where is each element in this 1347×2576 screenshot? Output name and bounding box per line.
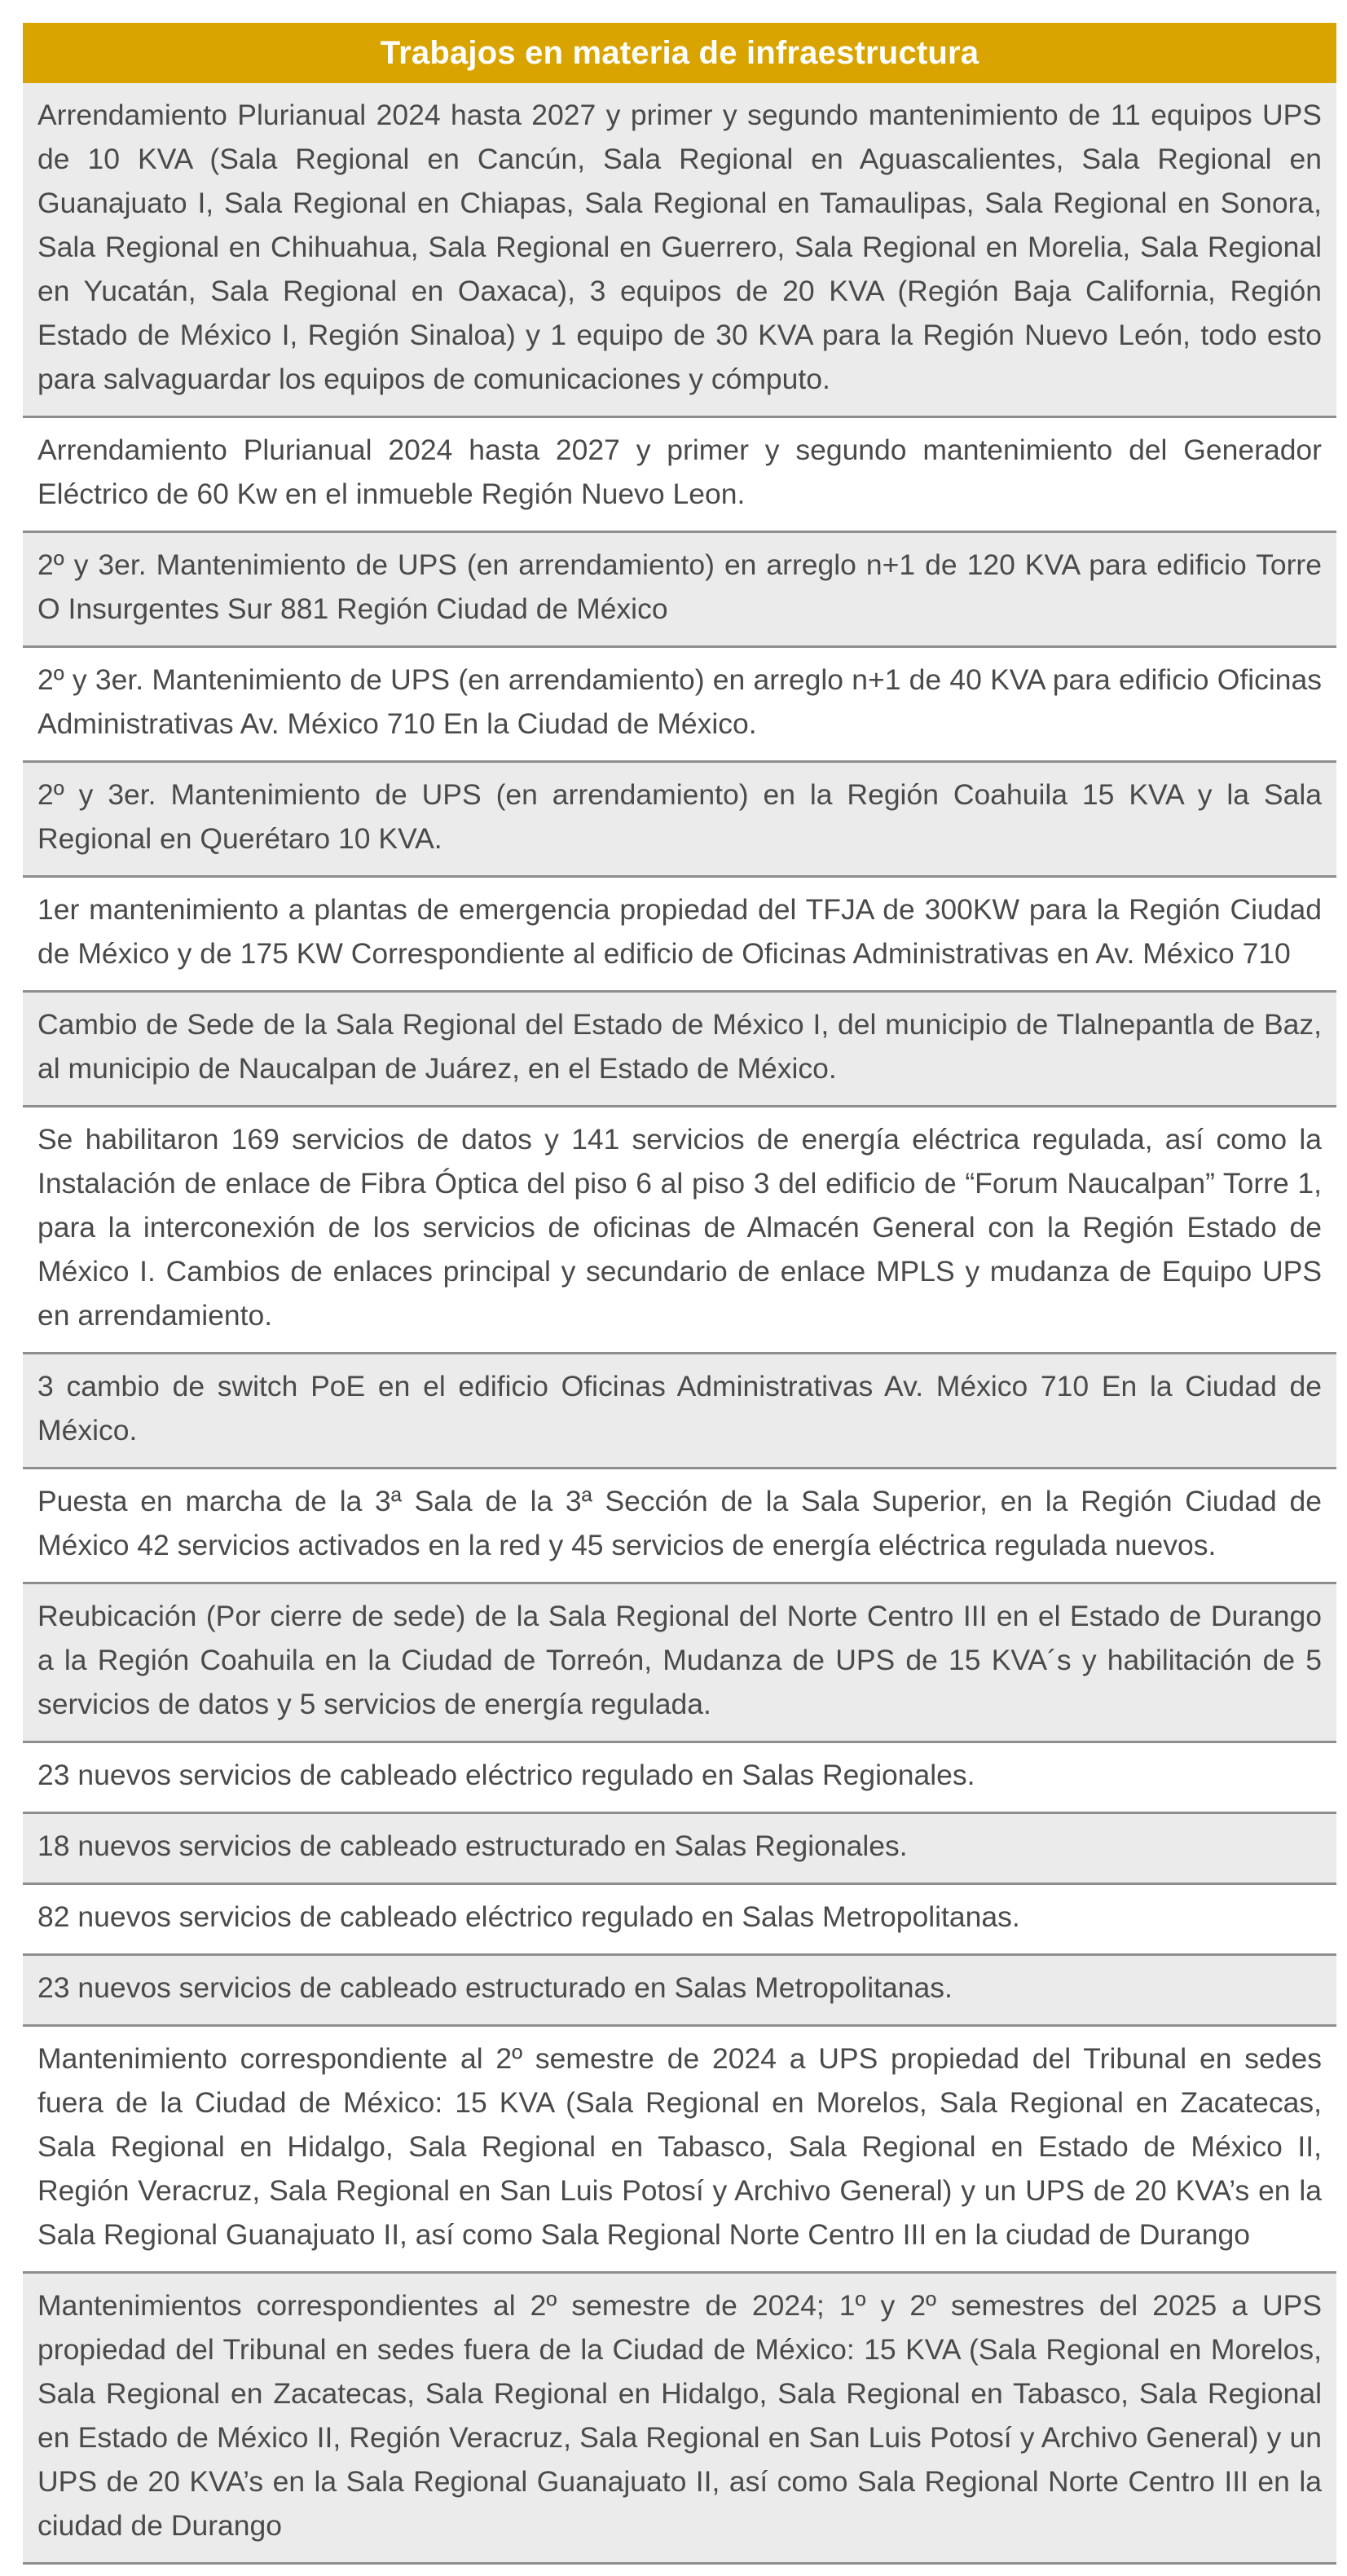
table-row: 23 nuevos servicios de cableado estructurado en Salas Metropolitanas. <box>23 1956 1336 2027</box>
table-row: 82 nuevos servicios de cableado eléctrico regulado en Salas Metropolitanas. <box>23 1885 1336 1956</box>
table-row: Reubicación (Por cierre de sede) de la Sala Regional del Norte Centro III en el Estado de Durango a la Región Coahuila en la Ciudad de Torreón, Mudanza de UPS de 15 KVA´s y habilitación de 5 servicios de datos y 5 servicios de energía regulada. <box>23 1584 1336 1743</box>
table-row: 2º y 3er. Mantenimiento de UPS (en arrendamiento) en la Región Coahuila 15 KVA y la Sala Regional en Querétaro 10 KVA. <box>23 763 1336 878</box>
table-row: 2º y 3er. Mantenimiento de UPS (en arrendamiento) en arreglo n+1 de 120 KVA para edificio Torre O Insurgentes Sur 881 Región Ciudad de México <box>23 533 1336 648</box>
infrastructure-table <box>23 23 1336 2565</box>
table-row: 23 nuevos servicios de cableado eléctrico regulado en Salas Regionales. <box>23 1743 1336 1814</box>
table-row: 2º y 3er. Mantenimiento de UPS (en arrendamiento) en arreglo n+1 de 40 KVA para edificio Oficinas Administrativas Av. México 710 En la Ciudad de México. <box>23 648 1336 763</box>
table-row: 1er mantenimiento a plantas de emergencia propiedad del TFJA de 300KW para la Región Ciudad de México y de 175 KW Correspondiente al edificio de Oficinas Administrativas en Av. México 710 <box>23 878 1336 993</box>
table-title: Trabajos en materia de infraestructura <box>23 23 1336 83</box>
table-row: Cambio de Sede de la Sala Regional del Estado de México I, del municipio de Tlalnepantla de Baz, al municipio de Naucalpan de Juárez, en el Estado de México. <box>23 993 1336 1107</box>
table-row: Mantenimiento correspondiente al 2º semestre de 2024 a UPS propiedad del Tribunal en sedes fuera de la Ciudad de México: 15 KVA (Sala Regional en Morelos, Sala Regional en Zacatecas, Sala Regional en Hidalgo, Sala Regional en Tabasco, Sala Regional en Estado de México II, Región Veracruz, Sala Regional en San Luis Potosí y Archivo General) y un UPS de 20 KVA’s en la Sala Regional Guanajuato II, así como Sala Regional Norte Centro III en la ciudad de Durango <box>23 2027 1336 2274</box>
table-row: 3 cambio de switch PoE en el edificio Oficinas Administrativas Av. México 710 En la Ciudad de México. <box>23 1354 1336 1469</box>
table-body <box>23 83 1336 2565</box>
table-row: Puesta en marcha de la 3ª Sala de la 3ª Sección de la Sala Superior, en la Región Ciudad de México 42 servicios activados en la red y 45 servicios de energía eléctrica regulada nuevos. <box>23 1469 1336 1584</box>
table-row: Mantenimientos correspondientes al 2º semestre de 2024; 1º y 2º semestres del 2025 a UPS propiedad del Tribunal en sedes fuera de la Ciudad de México: 15 KVA (Sala Regional en Morelos, Sala Regional en Zacatecas, Sala Regional en Hidalgo, Sala Regional en Tabasco, Sala Regional en Estado de México II, Región Veracruz, Sala Regional en San Luis Potosí y Archivo General) y un UPS de 20 KVA’s en la Sala Regional Guanajuato II, así como Sala Regional Norte Centro III en la ciudad de Durango <box>23 2274 1336 2565</box>
table-row: Arrendamiento Plurianual 2024 hasta 2027 y primer y segundo mantenimiento de 11 equipos UPS de 10 KVA (Sala Regional en Cancún, Sala Regional en Aguascalientes, Sala Regional en Guanajuato I, Sala Regional en Chiapas, Sala Regional en Tamaulipas, Sala Regional en Sonora, Sala Regional en Chihuahua, Sala Regional en Guerrero, Sala Regional en Morelia, Sala Regional en Yucatán, Sala Regional en Oaxaca), 3 equipos de 20 KVA (Región Baja California, Región Estado de México I, Región Sinaloa) y 1 equipo de 30 KVA para la Región Nuevo León, todo esto para salvaguardar los equipos de comunicaciones y cómputo. <box>23 83 1336 418</box>
table-row: 18 nuevos servicios de cableado estructurado en Salas Regionales. <box>23 1814 1336 1885</box>
table-row: Arrendamiento Plurianual 2024 hasta 2027 y primer y segundo mantenimiento del Generador Eléctrico de 60 Kw en el inmueble Región Nuevo Leon. <box>23 418 1336 533</box>
table-row: Se habilitaron 169 servicios de datos y 141 servicios de energía eléctrica regulada, así como la Instalación de enlace de Fibra Óptica del piso 6 al piso 3 del edificio de “Forum Naucalpan” Torre 1, para la interconexión de los servicios de oficinas de Almacén General con la Región Estado de México I. Cambios de enlaces principal y secundario de enlace MPLS y mudanza de Equipo UPS en arrendamiento. <box>23 1107 1336 1354</box>
